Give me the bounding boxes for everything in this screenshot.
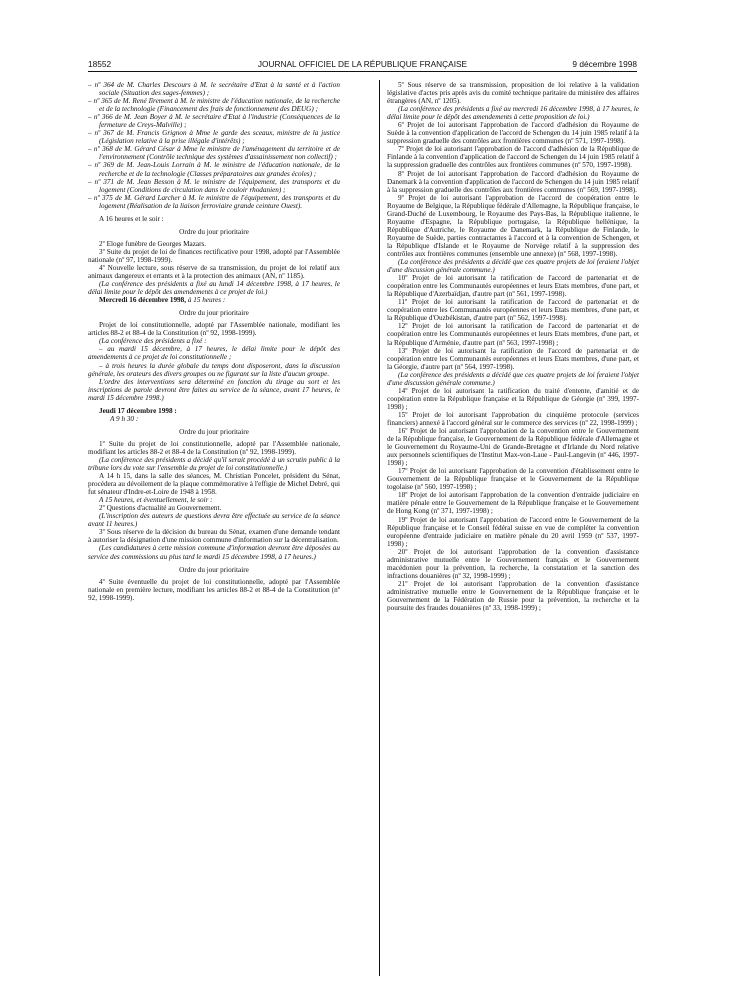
agenda-item: 14º Projet de loi autorisant la ratification du traité d'entente, d'amitié et de coopération entre la République française et la République de Géorgie (nº 399, 1997-1998) ; bbox=[387, 386, 639, 411]
agenda-item: 18º Projet de loi autorisant l'approbation de la convention d'entraide judiciaire en matière pénale entre le Gouvernement de la République française et le Gouvernement de Hong Kong (nº 371, 1997-1998) ; bbox=[387, 491, 639, 516]
conference-note: L'ordre des interventions sera déterminé en fonction du tirage au sort et les inscriptions de parole devront être faites au service de la séance, avant 17 heures, le mardi 15 décembre 1998.) bbox=[88, 377, 340, 402]
question-item: – nº 367 de M. Francis Grignon à Mme le garde des sceaux, ministre de la justice (Législation relative à la prise illégale d'intérêts) ; bbox=[88, 129, 340, 146]
agenda-item: 3º Suite du projet de loi de finances rectificative pour 1998, adopté par l'Assemblée nationale (nº 97, 1998-1999). bbox=[88, 247, 340, 264]
journal-title: JOURNAL OFFICIEL DE LA RÉPUBLIQUE FRANÇAISE bbox=[257, 59, 468, 69]
question-item: – nº 365 de M. René Iîrement à M. le ministre de l'éducation nationale, de la recherche et de la technologie (Financement des frais de fonctionnement des DEUG) ; bbox=[88, 97, 340, 114]
oral-questions-list bbox=[88, 81, 340, 210]
agenda-item: 8º Projet de loi autorisant l'approbation de l'accord d'adhésion du Royaume de Danemark à la convention d'application de l'accord de Schengen du 14 juin 1985 relatif à la suppression graduelle des contrôles aux frontières communes (nº 569, 1997-1998). bbox=[387, 169, 639, 194]
conference-note: (La conférence des présidents a fixé au lundi 14 décembre 1998, à 17 heures, le délai limite pour le dépôt des amendements à ce projet de loi.) bbox=[88, 280, 340, 297]
agenda-item: 15º Projet de loi autorisant l'approbation du cinquième protocole (services financiers) annexé à l'accord général sur le commerce des services (nº 22, 1998-1999) ; bbox=[387, 410, 639, 427]
conference-note: (L'inscription des auteurs de questions devra être effectuée au service de la séance avant 11 heures.) bbox=[88, 512, 340, 529]
day-heading: Jeudi 17 décembre 1998 : bbox=[99, 406, 177, 415]
conference-note: (La conférence des présidents a décidé qu'il serait procédé à un scrutin public à la tribune lors du vote sur l'ensemble du projet de loi constitutionnelle.) bbox=[88, 455, 340, 473]
section-heading: Ordre du jour prioritaire bbox=[179, 309, 249, 318]
agenda-item: 11º Projet de loi autorisant la ratification de l'accord de partenariat et de coopération entre les Communautés européennes et leurs Etats membres, d'une part, et la République d'Ouzbékistan, d'autre part (nº 562, 1997-1998). bbox=[387, 298, 639, 323]
page-number: 18552 bbox=[88, 59, 112, 69]
agenda-item: 12º Projet de loi autorisant la ratification de l'accord de partenariat et de coopération entre les Communautés européennes et leurs Etats membres, d'une part, et la République d'Arménie, d'autre part (nº 563, 1997-1998) ; bbox=[387, 322, 639, 347]
agenda-item: 9º Projet de loi autorisant l'approbation de l'accord de coopération entre le Royaume de Belgique, la République fédérale d'Allemagne, la République française, le Grand-Duché de Luxembourg, le Royaume des Pays-Bas, la République italienne, le Royaume d'Espagne, la République portugaise, la République hellénique, la République d'Autriche, le Royaume de Danemark, la République de Finlande, le Royaume de Suède, parties contractantes à l'accord et à la convention de Schengen, et la République d'Islande et le Royaume de Norvège relatif à la suppression des contrôles aux frontières communes (ensemble une annexe) (nº 568, 1997-1998). bbox=[387, 193, 639, 258]
conference-note: (La conférence des présidents a fixé au mercredi 16 décembre 1998, à 17 heures, le délai limite pour le dépôt des amendements à cette proposition de loi.) bbox=[387, 105, 639, 122]
agenda-item: 19º Projet de loi autorisant l'approbation de l'accord entre le Gouvernement de la République française et le Conseil fédéral suisse en vue de compléter la convention européenne d'entraide judiciaire en matière pénale du 20 avril 1959 (nº 537, 1997-1998) ; bbox=[387, 515, 639, 548]
agenda-item: Projet de loi constitutionnelle, adopté par l'Assemblée nationale, modifiant les articles 88-2 et 88-4 de la Constitution (nº 92, 1998-1999). bbox=[88, 321, 340, 338]
agenda-item: 20º Projet de loi autorisant l'approbation de la convention d'assistance administrative mutuelle entre le Gouvernement français et le Gouvernement macédonien pour la prévention, la recherche, la constatation et la sanction des infractions douanières (nº 32, 1998-1999) ; bbox=[387, 547, 639, 580]
section-heading: Ordre du jour prioritaire bbox=[179, 427, 249, 436]
conference-note: (La conférence des présidents a fixé : bbox=[99, 337, 207, 346]
issue-date: 9 décembre 1998 bbox=[572, 59, 637, 69]
agenda-item: 17º Projet de loi autorisant l'approbation de la convention d'établissement entre le Gouvernement de la République française et le Gouvernement de la République togolaise (nº 560, 1997-1998) ; bbox=[387, 467, 639, 492]
time-label: à 15 heures : bbox=[187, 296, 226, 305]
section-heading: Ordre du jour prioritaire bbox=[179, 565, 249, 574]
agenda-item: 16º Projet de loi autorisant l'approbation de la convention entre le Gouvernement de la République française, le Gouvernement de la République fédérale d'Allemagne et le Gouvernement du Royaume-Uni de Grande-Bretagne et d'Irlande du Nord relative aux personnels scientifiques de l'Institut Max-von-Laue - Paul-Langevin (nº 446, 1997-1998) ; bbox=[387, 427, 639, 468]
agenda-item: 2º Eloge funèbre de Georges Mazars. bbox=[99, 239, 207, 248]
column-divider bbox=[379, 80, 380, 976]
agenda-item: 7º Projet de loi autorisant l'approbation de l'accord d'adhésion de la République de Finlande à la convention d'application de l'accord de Schengen du 14 juin 1985 relatif à la suppression graduelle des contrôles aux frontières communes (nº 570, 1997-1998). bbox=[387, 145, 639, 170]
question-item: – nº 375 de M. Gérard Larcher à M. le ministre de l'équipement, des transports et du logement (Réalisation de la liaison ferroviaire grande ceinture Ouest). bbox=[88, 193, 340, 210]
question-item: – nº 364 de M. Charles Descours à M. le secrétaire d'Etat à la santé et à l'action sociale (Situation des sages-femmes) ; bbox=[88, 81, 340, 98]
conference-note-bullet: – au mardi 15 décembre, à 17 heures, le délai limite pour le dépôt des amendements à ce projet de loi constitutionnelle ; bbox=[88, 345, 340, 362]
question-item: – nº 369 de M. Jean-Louis Lorrain à M. le ministre de l'éducation nationale, de la recherche et de la technologie (Classes préparatoires aux grandes écoles) ; bbox=[88, 161, 340, 178]
conference-note-bullet: – à trois heures la durée globale du temps dont disposeront, dans la discussion générale, les orateurs des divers groupes ou ne figurant sur la liste d'aucun groupe. bbox=[88, 361, 340, 378]
day-label: Mercredi 16 décembre 1998, bbox=[99, 296, 187, 305]
question-item: – nº 371 de M. Jean Besson à M. le ministre de l'équipement, des transports et du logement (Conditions de circulation dans le couloir rhodanien) ; bbox=[88, 177, 340, 194]
agenda-item: 21º Projet de loi autorisant l'approbation de la convention d'assistance administrative mutuelle entre le Gouvernement de la République française et le Gouvernement de la Fédération de Russie pour la prévention, la recherche et la poursuite des fraudes douanières (nº 33, 1998-1999) ; bbox=[387, 579, 639, 613]
agenda-item: 4º Nouvelle lecture, sous réserve de sa transmission, du projet de loi relatif aux animaux dangereux et errants et à la protection des animaux (AN, nº 1185). bbox=[88, 263, 340, 281]
agenda-item: 13º Projet de loi autorisant la ratification de l'accord de partenariat et de coopération entre les Communautés européennes et leurs Etats membres, d'une part, et la Géorgie, d'autre part (nº 564, 1997-1998). bbox=[387, 346, 639, 371]
left-column bbox=[88, 81, 340, 602]
agenda-item: 10º Projet de loi autorisant la ratification de l'accord de partenariat et de coopération entre les Communautés européennes et leurs Etats membres, d'une part, et la République d'Azerbaïdjan, d'autre part (nº 561, 1997-1998). bbox=[387, 274, 639, 299]
time-heading: A 9 h 30 : bbox=[110, 414, 139, 423]
section-heading: Ordre du jour prioritaire bbox=[179, 227, 249, 236]
time-heading: A 15 heures, et éventuellement, le soir : bbox=[99, 496, 213, 505]
day-heading bbox=[88, 296, 340, 304]
agenda-item: A 14 h 15, dans la salle des séances, M. Christian Poncelet, président du Sénat, procédera au dévoilement de la plaque commémorative à l'effigie de Michel Debré, qui fut sénateur d'Indre-et-Loire de 1948 à 1958. bbox=[88, 472, 340, 497]
agenda-item: 6º Projet de loi autorisant l'approbation de l'accord d'adhésion du Royaume de Suède à la convention d'application de l'accord de Schengen du 14 juin 1985 relatif à la suppression graduelle des contrôles aux frontières communes (nº 571, 1997-1998). bbox=[387, 121, 639, 146]
page-header bbox=[88, 58, 637, 72]
right-column bbox=[387, 81, 639, 612]
agenda-item: 5º Sous réserve de sa transmission, proposition de loi relative à la validation législative d'actes pris après avis du comité technique paritaire du ministère des affaires étrangères (AN, nº 1205). bbox=[387, 81, 639, 106]
time-heading: A 16 heures et le soir : bbox=[99, 214, 164, 223]
conference-note: (Les candidatures à cette mission commune d'information devront être déposées au service des commissions au plus tard le mardi 15 décembre 1998, à 17 heures.) bbox=[88, 544, 340, 561]
question-item: – nº 368 de M. Gérard César à Mme le ministre de l'aménagement du territoire et de l'environnement (Contrôle technique des systèmes d'assainissement non collectif) ; bbox=[88, 145, 340, 162]
agenda-item: 1º Suite du projet de loi constitutionnelle, adopté par l'Assemblée nationale, modifiant les articles 88-2 et 88-4 de la Constitution (nº 92, 1998-1999). bbox=[88, 439, 340, 456]
agenda-item: 2º Questions d'actualité au Gouvernement. bbox=[99, 504, 222, 513]
conference-note: (La conférence des présidents a décidé que ces quatre projets de loi feraient l'objet d'une discussion générale commune.) bbox=[387, 258, 639, 275]
question-item: – nº 366 de M. Jean Boyer à M. le secrétaire d'Etat à l'industrie (Conséquences de la fermeture de Creys-Malville) ; bbox=[88, 113, 340, 130]
conference-note: (La conférence des présidents a décidé que ces quatre projets de loi feraient l'objet d'une discussion générale commune.) bbox=[387, 370, 639, 387]
agenda-item: 3º Sous réserve de la décision du bureau du Sénat, examen d'une demande tendant à autoriser la désignation d'une mission commune d'information sur la décentralisation. bbox=[88, 528, 340, 545]
agenda-item: 4º Suite éventuelle du projet de loi constitutionnelle, adopté par l'Assemblée nationale en première lecture, modifiant les articles 88-2 et 88-4 de la Constitution (nº 92, 1998-1999). bbox=[88, 577, 340, 602]
